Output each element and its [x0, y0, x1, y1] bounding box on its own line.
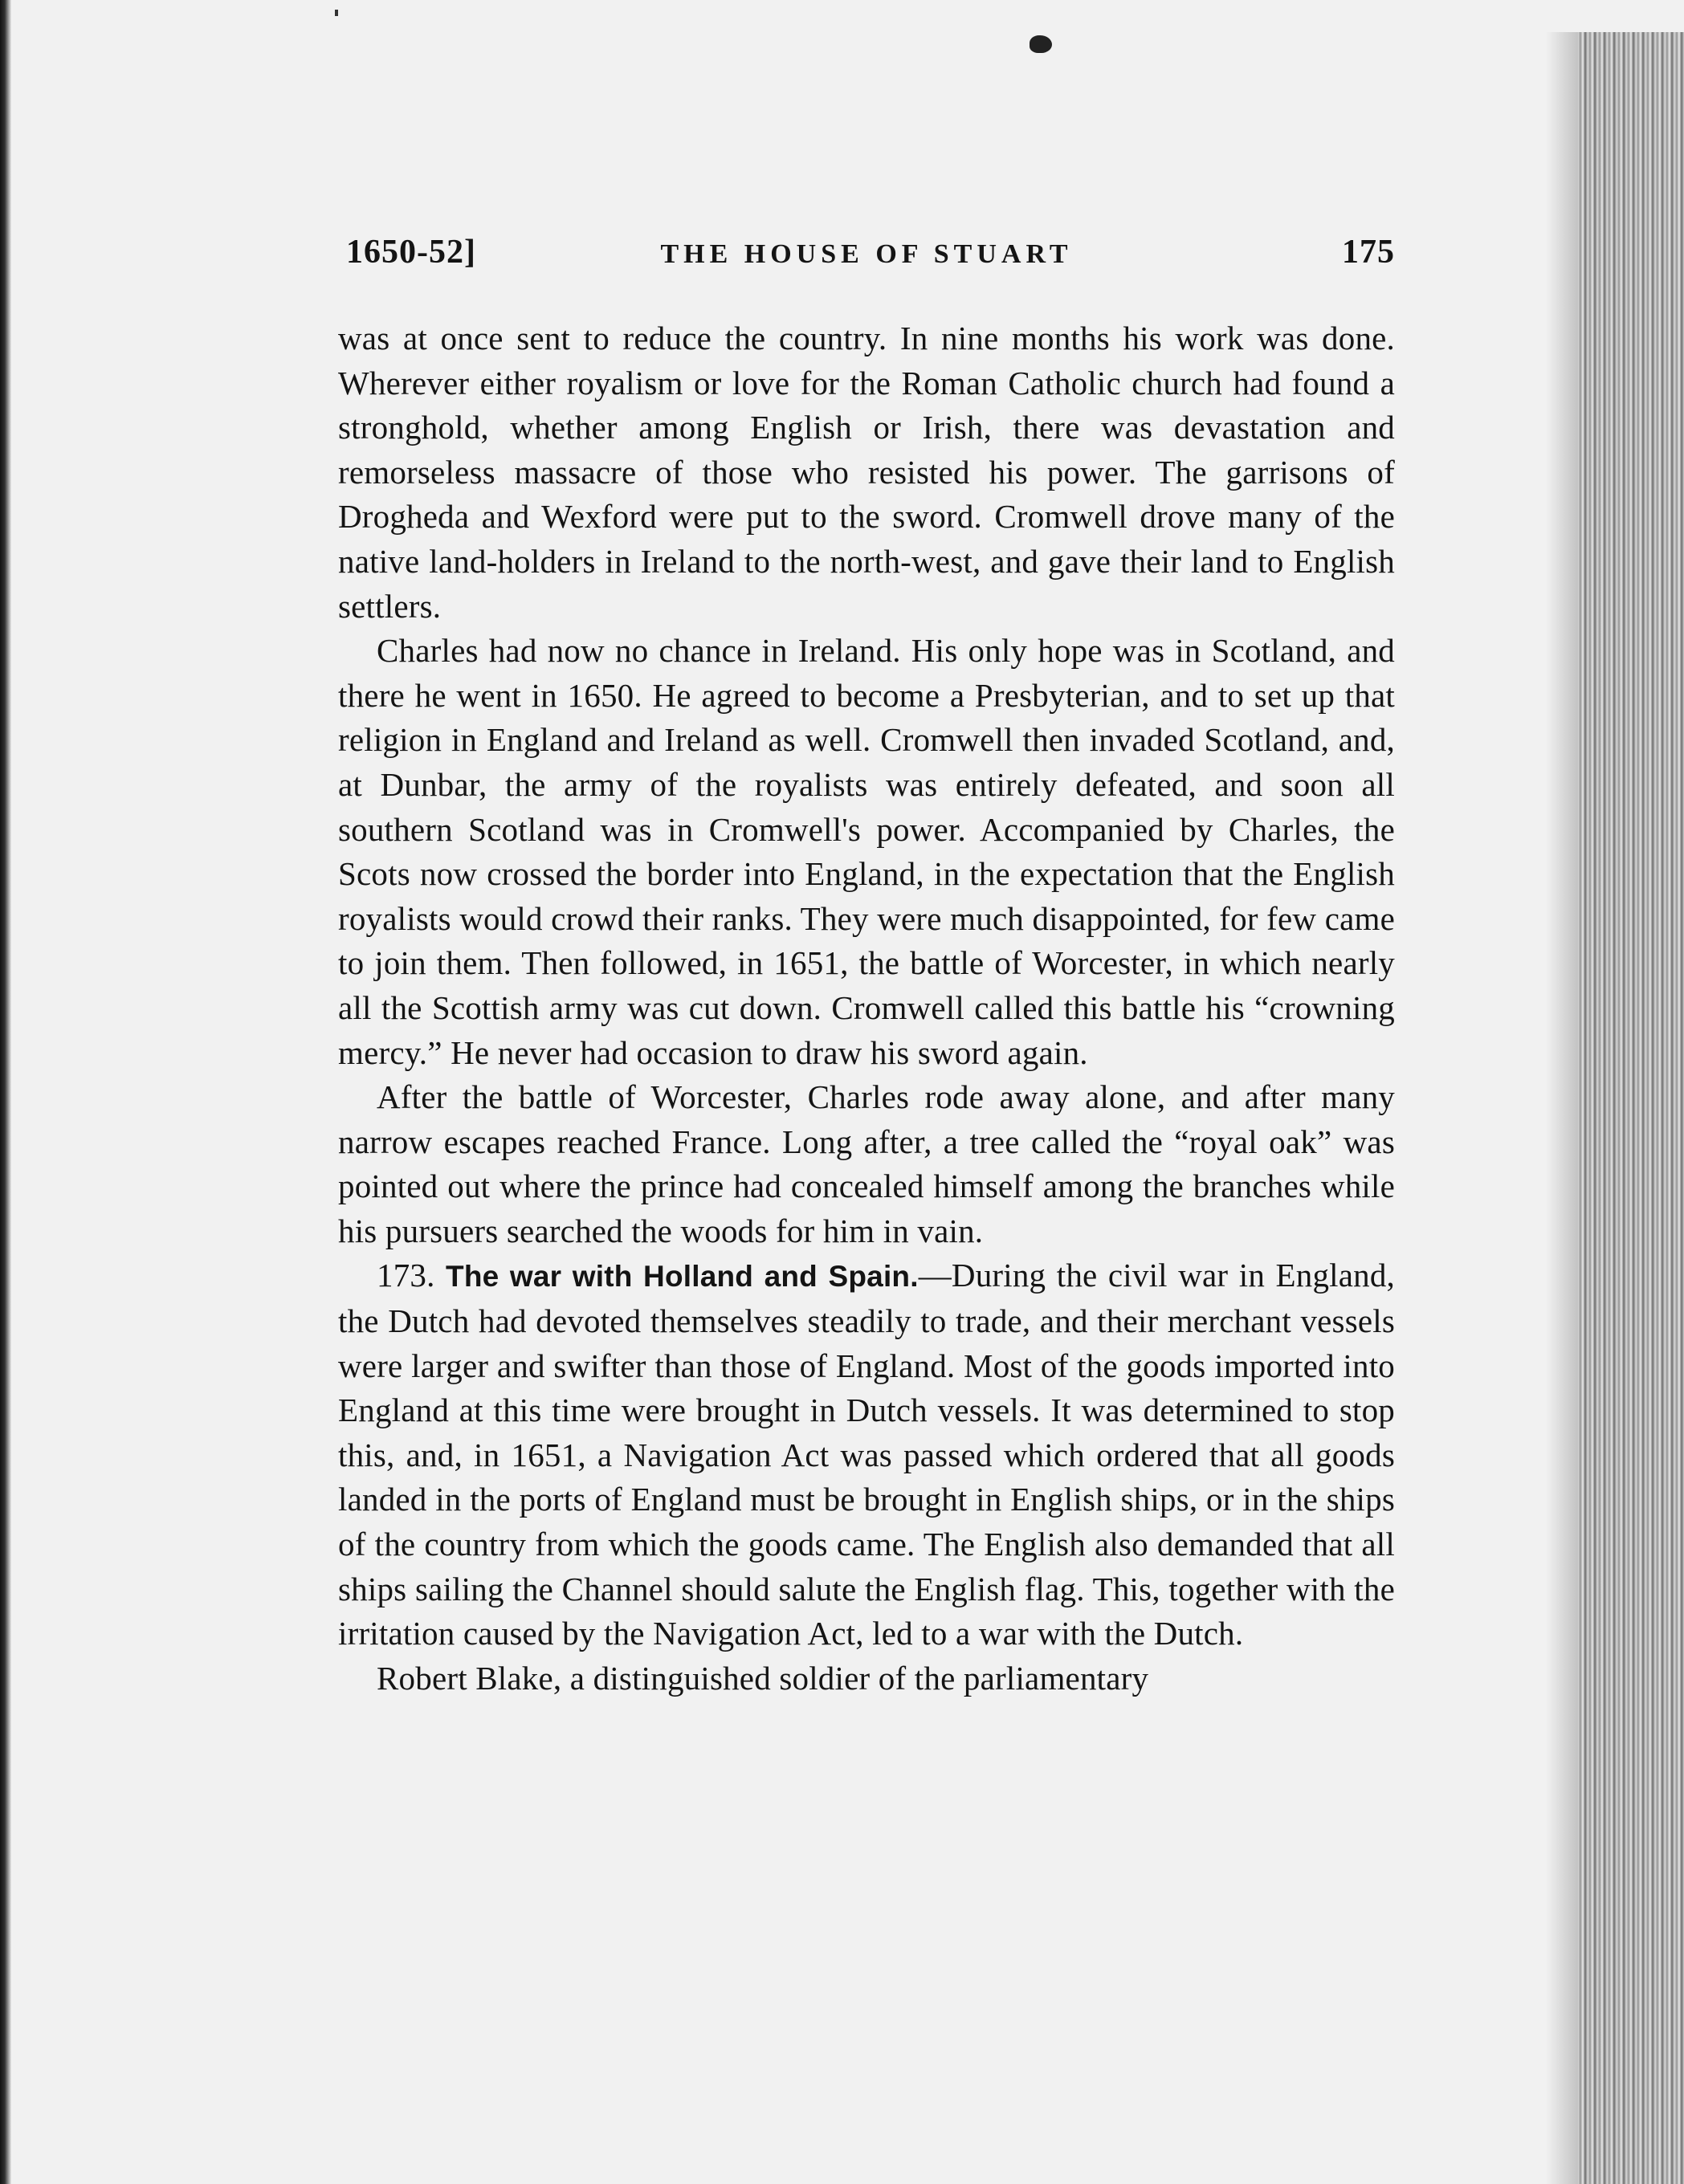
paragraph-blake: Robert Blake, a distinguished soldier of the parliamentary [377, 1659, 1149, 1697]
section-dash: — [918, 1257, 952, 1294]
section-number: 173. [377, 1257, 435, 1294]
running-title: THE HOUSE OF STUART [660, 239, 1073, 269]
paragraph-worcester: After the battle of Worcester, Charles rode away alone, and after many narrow escapes reached France. Long after, a tree called the “royal oak” was pointed out where the prince had concealed himself among the branches while his pursuers searched the woods for him in vain. [338, 1078, 1395, 1249]
scan-speck [335, 10, 338, 16]
binding-shadow [1546, 32, 1578, 2184]
page-number: 175 [1342, 234, 1395, 271]
scan-left-edge [0, 0, 11, 2184]
section-text: During the civil war in England, the Dutch had devoted themselves steadily to trade, and their merchant vessels were larger and swifter than those of England. Most of the goods imported into England at this time were brought in Dutch vessels. It was determined to stop this, and, in 1651, a Navigation Act was passed which ordered that all goods landed in the ports of England must be brought in English ships, or in the ships of the country from which the goods came. The English also demanded that all ships sailing the Channel should salute the English flag. This, together with the irritation caused by the Navigation Act, led to a war with the Dutch. [338, 1257, 1395, 1652]
body-text [338, 316, 1395, 1701]
ink-smudge [1030, 35, 1052, 53]
header-dates: 1650-52] [346, 234, 476, 271]
section-title: The war with Holland and Spain. [446, 1260, 919, 1294]
paragraph-charles: Charles had now no chance in Ireland. His only hope was in Scotland, and there he went in 1650. He agreed to become a Presbyterian, and to set up that religion in England and Ireland as well. Cromwell then invaded Scotland, and, at Dunbar, the army of the royalists was entirely defeated, and soon all southern Scotland was in Cromwell's power. Accompanied by Charles, the Scots now crossed the border into England, in the expectation that the English royalists would crowd their ranks. They were much disappointed, for few came to join them. Then followed, in 1651, the battle of Worcester, in which nearly all the Scottish army was cut down. Cromwell called this battle his “crowning mercy.” He never had occasion to draw his sword again. [338, 632, 1395, 1071]
book-binding-edge [1578, 32, 1684, 2184]
paragraph-continuation: was at once sent to reduce the country. In nine months his work was done. Wherever either royalism or love for the Roman Catholic church had found a stronghold, whether among English or Irish, there was devastation and remorseless massacre of those who resisted his power. The garrisons of Drogheda and Wexford were put to the sword. Cromwell drove many of the native land-holders in Ireland to the north-west, and gave their land to English settlers. [338, 320, 1395, 625]
running-header [338, 233, 1395, 291]
book-page [338, 233, 1395, 1701]
section-173 [338, 1253, 1395, 1656]
